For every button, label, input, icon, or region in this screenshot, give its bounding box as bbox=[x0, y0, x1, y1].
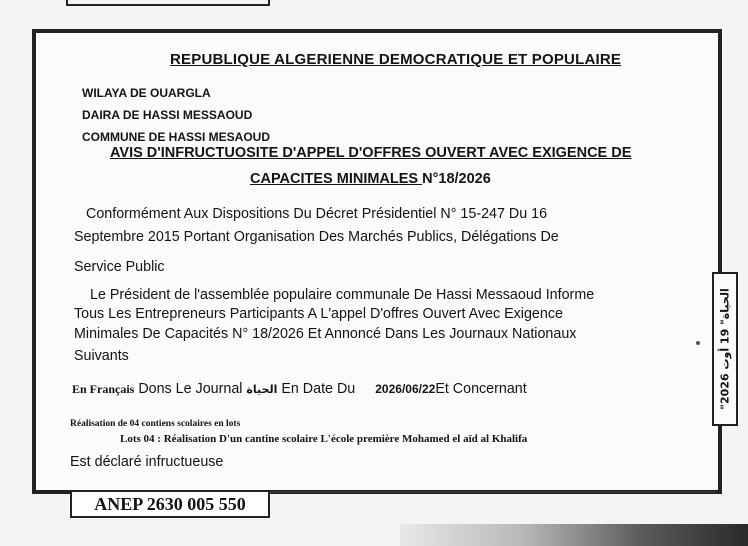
previous-notice-border bbox=[66, 0, 270, 6]
realisation-line: Réalisation de 04 contiens scolaires en lots bbox=[70, 419, 241, 429]
notice-title-line1: AVIS D'INFRUCTUOSITE D'APPEL D'OFFRES OUVERT AVEC EXIGENCE DE bbox=[110, 145, 632, 161]
tender-notice bbox=[32, 29, 722, 494]
journal-line bbox=[72, 381, 527, 397]
republic-header: REPUBLIQUE ALGERIENNE DEMOCRATIQUE ET POPULAIRE bbox=[170, 51, 622, 68]
wilaya-line: WILAYA DE OUARGLA bbox=[82, 86, 211, 100]
body-p2-l2: Tous Les Entrepreneurs Participants A L'appel D'offres Ouvert Avec Exigence bbox=[74, 306, 563, 322]
notice-number: N°18/2026 bbox=[422, 171, 491, 187]
lots-line: Lots 04 : Réalisation D'un cantine scolaire L'école première Mohamed el aïd al Khalifa bbox=[120, 433, 528, 445]
footer-rule bbox=[268, 491, 716, 493]
body-p2-l1: Le Président de l'assemblée populaire communale De Hassi Messaoud Informe bbox=[90, 287, 595, 303]
body-p1-l1: Conformément Aux Dispositions Du Décret Présidentiel N° 15-247 Du 16 bbox=[86, 206, 548, 222]
concerning-text: Et Concernant bbox=[435, 381, 527, 397]
journal-post: En Date Du bbox=[277, 381, 356, 397]
body-p2-l3: Minimales De Capacités N° 18/2026 Et Annoncé Dans Les Journaux Nationaux bbox=[74, 326, 577, 342]
journal-name: الحياة bbox=[246, 383, 278, 396]
ink-speck bbox=[696, 341, 700, 345]
title-capacites: CAPACITES MINIMALES bbox=[250, 171, 423, 187]
journal-date-text: "الحياة" 19 أوت 2026 bbox=[718, 288, 732, 410]
language-label: En Français bbox=[72, 382, 135, 396]
publication-date: 2026/06/22 bbox=[375, 382, 436, 396]
page-shadow bbox=[400, 524, 748, 546]
notice-title-line2 bbox=[250, 171, 491, 187]
body-p2-l4: Suivants bbox=[74, 348, 129, 364]
result-line: Est déclaré infructueuse bbox=[70, 454, 224, 470]
journal-pre: Dons Le Journal bbox=[138, 381, 247, 397]
body-p1-l3: Service Public bbox=[74, 259, 165, 275]
commune-line: COMMUNE DE HASSI MESAOUD bbox=[82, 130, 271, 144]
body-p1-l2: Septembre 2015 Portant Organisation Des Marchés Publics, Délégations De bbox=[74, 229, 559, 245]
journal-date-stamp bbox=[712, 272, 738, 426]
daira-line: DAIRA DE HASSI MESSAOUD bbox=[82, 108, 253, 122]
anep-reference: ANEP 2630 005 550 bbox=[70, 490, 270, 518]
